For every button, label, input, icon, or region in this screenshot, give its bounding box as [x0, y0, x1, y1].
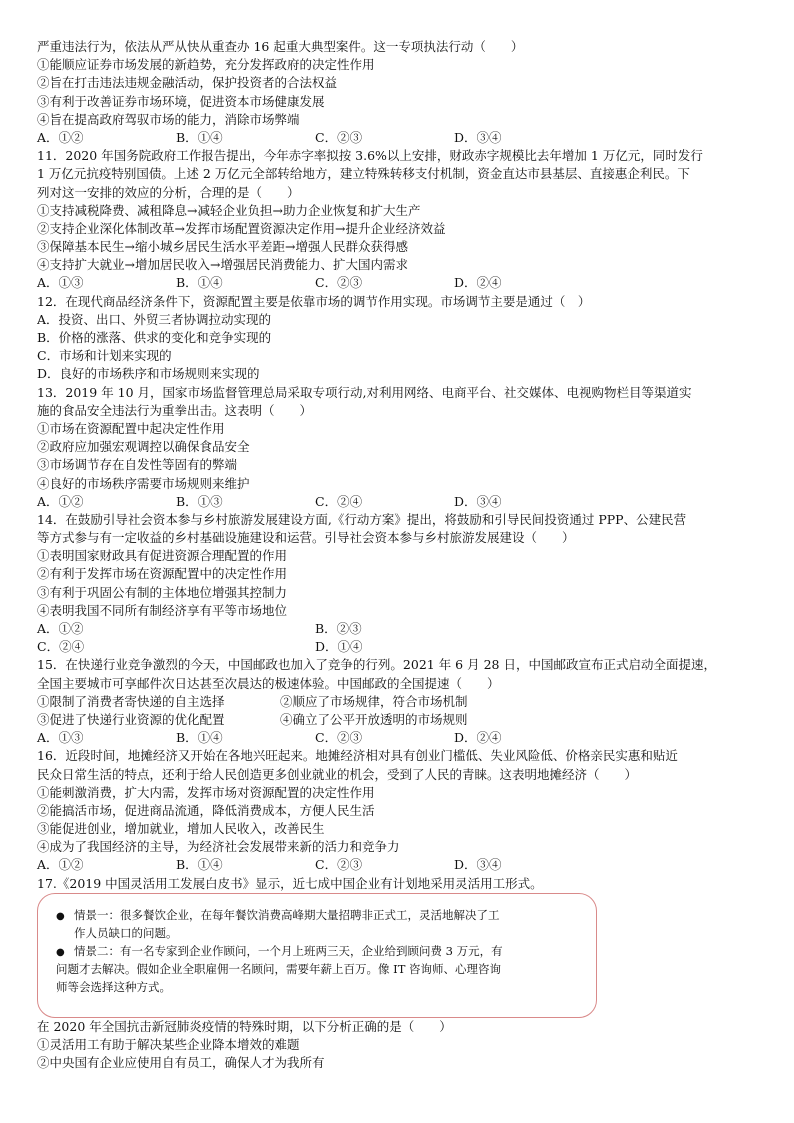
option-d: D．③④	[454, 493, 502, 509]
option-c: C．②④	[315, 493, 363, 509]
option-b: B．①④	[176, 129, 223, 145]
choice-statement: ②中央国有企业应使用自有员工，确保人才为我所有	[37, 1055, 325, 1071]
option-b: B．价格的涨落、供求的变化和竞争实现的	[37, 330, 272, 345]
scenario-line: 师等会选择这种方式。	[56, 980, 171, 994]
answer-options	[37, 129, 759, 147]
choice-statement-row	[37, 693, 759, 711]
option-a: A．①②	[37, 129, 84, 145]
choice-statement: ④确立了公平开放透明的市场规则	[280, 711, 468, 727]
choice-statement-row	[37, 711, 759, 729]
option-b: B．①④	[176, 275, 223, 291]
choice-statement: ②旨在打击违法违规金融活动，保护投资者的合法权益	[37, 75, 338, 91]
question-13-stem: 施的食品安全违法行为重拳出击。这表明（ ）	[37, 402, 313, 418]
choice-statement: ③有利于巩固公有制的主体地位增强其控制力	[37, 584, 288, 600]
choice-statement: ③促进了快递行业资源的优化配置	[37, 711, 225, 727]
question-15-stem: 全国主要城市可享邮件次日达甚至次晨达的极速体验。中国邮政的全国提速（ ）	[37, 675, 500, 691]
option-c: C．②④	[37, 639, 85, 655]
scenario-line: 问题才去解决。假如企业全职雇佣一名顾问，需要年薪上百万。像 IT 咨询师、心理咨询	[56, 962, 502, 976]
option-b: B．①③	[176, 493, 223, 509]
bullet-icon: ●	[56, 947, 65, 958]
option-d: D．①④	[315, 639, 363, 655]
choice-statement: ①能顺应证券市场发展的新趋势，充分发挥政府的决定性作用	[37, 57, 375, 73]
answer-options	[37, 493, 759, 511]
choice-statement: ②政府应加强宏观调控以确保食品安全	[37, 439, 250, 455]
scenario-line: ● 情景一：很多餐饮企业，在每年餐饮消费高峰期大量招聘非正式工，灵活地解决了工	[56, 906, 586, 926]
question-16-stem: 16．近段时间，地摊经济又开始在各地兴旺起来。地摊经济相对具有创业门槛低、失业风险低、价格亲民实惠和贴近	[37, 748, 678, 764]
choice-statement: ①灵活用工有助于解决某些企业降本增效的难题	[37, 1037, 300, 1053]
choice-statement: ④旨在提高政府驾驭市场的能力，消除市场弊端	[37, 111, 300, 127]
option-a: A．①②	[37, 857, 84, 873]
choice-statement: ①表明国家财政具有促进资源合理配置的作用	[37, 548, 288, 564]
choice-statement: ③保障基本民生→缩小城乡居民生活水平差距→增强人民群众获得感	[37, 239, 408, 255]
question-13-stem: 13．2019 年 10 月，国家市场监督管理总局采取专项行动,对利用网络、电商平台、社交媒体、电视购物栏目等渠道实	[37, 384, 692, 400]
option-a: A．投资、出口、外贸三者协调拉动实现的	[37, 311, 272, 327]
choice-statement: ②能搞活市场，促进商品流通，降低消费成本，方便人民生活	[37, 802, 375, 818]
choice-statement: ③有利于改善证券市场环境，促进资本市场健康发展	[37, 93, 325, 109]
question-11-stem: 列对这一安排的效应的分析，合理的是（ ）	[37, 184, 300, 200]
question-17-continued	[37, 1018, 759, 1073]
question-17-stem: 在 2020 年全国抗击新冠肺炎疫情的特殊时期，以下分析正确的是（ ）	[37, 1019, 452, 1034]
choice-statement: ①限制了消费者寄快递的自主选择	[37, 693, 225, 709]
scenario-line: 作人员缺口的问题。	[74, 926, 178, 940]
choice-statement: ②支持企业深化体制改革→发挥市场配置资源决定作用→提升企业经济效益	[37, 220, 446, 236]
option-a: A．①②	[37, 621, 84, 636]
question-11-stem: 1 万亿元抗疫特别国债。上述 2 万亿元全部转给地方，建立特殊转移支付机制，资金直达市县基层、直接惠企利民。下	[37, 166, 690, 182]
choice-statement: ④良好的市场秩序需要市场规则来维护	[37, 475, 250, 491]
option-b: B．①④	[176, 857, 223, 873]
answer-options	[37, 274, 759, 292]
choice-statement: ③能促进创业，增加就业，增加人民收入，改善民生	[37, 821, 325, 837]
choice-statement: ④成为了我国经济的主导，为经济社会发展带来新的活力和竞争力	[37, 839, 400, 855]
option-d: D．③④	[454, 129, 502, 145]
choice-statement: ②顺应了市场规律，符合市场机制	[280, 693, 468, 709]
option-c: C．②③	[315, 129, 363, 145]
question-17-stem: 17.《2019 中国灵活用工发展白皮书》显示，近七成中国企业有计划地采用灵活用工形式。	[37, 875, 543, 891]
question-16-stem: 民众日常生活的特点，还利于给人民创造更多创业就业的机会，受到了人民的青睐。这表明地摊经济（ ）	[37, 766, 638, 782]
question-text: 严重违法行为，依法从严从快从重查办 16 起重大典型案件。这一专项执法行动（ ）	[37, 39, 524, 54]
question-15-stem: 15．在快递行业竞争激烈的今天，中国邮政也加入了竞争的行列。2021 年 6 月 28 日，中国邮政宣布正式启动全面提速，	[37, 657, 716, 673]
option-d: D．③④	[454, 857, 502, 873]
choice-statement: ①支持减税降费、减租降息→减轻企业负担→助力企业恢复和扩大生产	[37, 202, 421, 218]
option-d: D．良好的市场秩序和市场规则来实现的	[37, 366, 260, 382]
answer-options	[37, 856, 759, 874]
choice-statement: ③市场调节存在自发性等固有的弊端	[37, 457, 238, 473]
option-c: C．②③	[315, 730, 363, 746]
option-d: D．②④	[454, 730, 502, 746]
option-a: A．①②	[37, 493, 84, 509]
option-a: A．①③	[37, 730, 84, 746]
choice-statement: ①能刺激消费，扩大内需，发挥市场对资源配置的决定性作用	[37, 784, 375, 800]
option-b: B．①④	[176, 730, 223, 746]
choice-statement: ④表明我国不同所有制经济享有平等市场地位	[37, 602, 288, 618]
option-a: A．①③	[37, 275, 84, 291]
scenario-box	[37, 893, 597, 1018]
bullet-icon: ●	[56, 911, 65, 922]
question-11-stem: 11．2020 年国务院政府工作报告提出，今年赤字率拟按 3.6%以上安排，财政赤字规模比去年增加 1 万亿元，同时发行	[37, 148, 703, 164]
choice-statement: ①市场在资源配置中起决定性作用	[37, 420, 225, 436]
answer-options	[37, 729, 759, 747]
scenario-line: ● 情景二：有一名专家到企业作顾问，一个月上班两三天，企业给到顾问费 3 万元，有	[56, 942, 586, 962]
question-14-stem: 14．在鼓励引导社会资本参与乡村旅游发展建设方面,《行动方案》提出，将鼓励和引导民间投资通过 PPP、公建民营	[37, 511, 687, 527]
option-c: C．市场和计划来实现的	[37, 348, 172, 364]
answer-options	[37, 620, 759, 638]
option-d: D．②④	[454, 275, 502, 291]
choice-statement: ②有利于发挥市场在资源配置中的决定性作用	[37, 566, 288, 582]
question-14-stem: 等方式参与有一定收益的乡村基础设施建设和运营。引导社会资本参与乡村旅游发展建设（ ）	[37, 530, 575, 546]
choice-statement: ④支持扩大就业→增加居民收入→增强居民消费能力、扩大国内需求	[37, 257, 408, 273]
question-12-stem: 12．在现代商品经济条件下，资源配置主要是依靠市场的调节作用实现。市场调节主要是通过（ ）	[37, 293, 591, 309]
option-c: C．②③	[315, 857, 363, 873]
option-b: B．②③	[315, 621, 362, 636]
answer-options	[37, 638, 759, 656]
question-sheet	[37, 38, 759, 893]
option-c: C．②③	[315, 275, 363, 291]
